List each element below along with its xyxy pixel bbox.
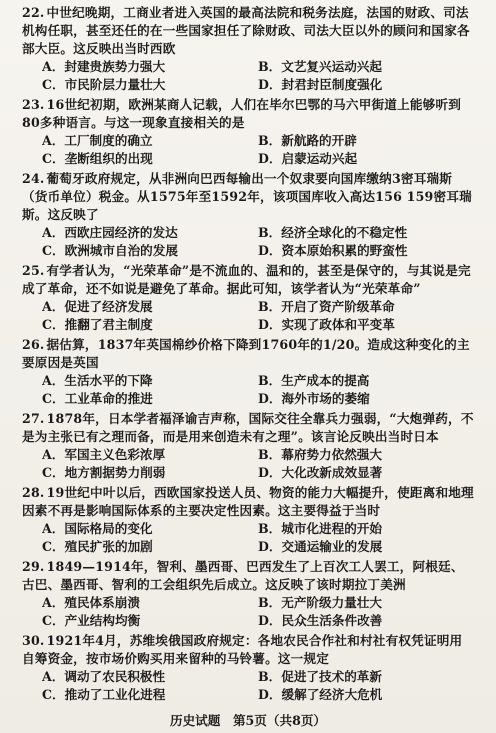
answer-option: A．工厂制度的确立 <box>42 133 153 148</box>
question-number: 23. <box>22 97 45 112</box>
question-number: 29. <box>22 559 45 574</box>
question-number: 24. <box>22 171 45 186</box>
answer-option: A．封建贵族势力强大 <box>42 59 166 74</box>
question <box>22 4 474 94</box>
answer-option: B．文艺复兴运动兴起 <box>258 59 382 74</box>
answer-option: B．幕府势力依然强大 <box>258 447 382 462</box>
question-text: 有学者认为，“光荣革命”是不流血的、温和的，甚至是保守的，与其说是完成了革命，还不如说是避免了革命。据此可知，该学者认为“光荣革命” <box>22 263 471 296</box>
question-stem <box>22 170 474 224</box>
question <box>22 558 474 630</box>
answer-option: A．殖民体系崩溃 <box>42 595 140 610</box>
answer-option: A．国际格局的变化 <box>42 521 153 536</box>
answer-options <box>22 372 474 408</box>
question-text: 1921年4月，苏维埃俄国政府规定：各地农民合作社和村社有权凭证明用自筹资金，按市场价购买用来留种的马铃薯。这一规定 <box>22 633 463 666</box>
page-footer: 历史试题 第5页（共8页） <box>169 713 327 728</box>
question-stem <box>22 632 474 668</box>
answer-option: C．产业结构均衡 <box>42 613 141 628</box>
question-stem <box>22 4 474 58</box>
answer-option: B．开启了资产阶级革命 <box>258 299 395 314</box>
question <box>22 336 474 408</box>
question-list <box>22 4 474 704</box>
question <box>22 632 474 704</box>
answer-option: A．军国主义色彩浓厚 <box>42 447 166 462</box>
question-stem <box>22 96 474 132</box>
answer-option: C．工业革命的推进 <box>42 391 153 406</box>
question-number: 30. <box>22 633 45 648</box>
answer-option: D．资本原始积累的野蛮性 <box>258 243 408 258</box>
answer-option: D．民众生活条件改善 <box>258 613 383 628</box>
question-stem <box>22 410 474 446</box>
answer-option: A．生活水平的下降 <box>42 373 153 388</box>
question-number: 25. <box>22 263 45 278</box>
answer-option: C．地方割据势力削弱 <box>42 465 166 480</box>
answer-option: C．推翻了君主制度 <box>42 317 153 332</box>
answer-option: B．无产阶级力量壮大 <box>258 595 382 610</box>
question-text: 1849—1914年，智利、墨西哥、巴西发生了上百次工人罢工，阿根廷、古巴、墨西哥、智利的工会组织先后成立。这反映了该时期拉丁美洲 <box>22 559 464 592</box>
answer-options <box>22 594 474 630</box>
answer-option: C．推动了工业化进程 <box>42 687 166 702</box>
answer-option: A．促进了经济发展 <box>42 299 153 314</box>
question-stem <box>22 262 474 298</box>
answer-options <box>22 446 474 482</box>
question <box>22 96 474 168</box>
question <box>22 262 474 334</box>
answer-option: D．启蒙运动兴起 <box>258 151 358 166</box>
question <box>22 410 474 482</box>
answer-option: C．殖民扩张的加剧 <box>42 539 153 554</box>
answer-option: D．海外市场的萎缩 <box>258 391 370 406</box>
answer-option: B．生产成本的提高 <box>258 373 370 388</box>
question-stem <box>22 558 474 594</box>
question-number: 27. <box>22 411 45 426</box>
question-number: 26. <box>22 337 45 352</box>
answer-options <box>22 132 474 168</box>
answer-options <box>22 298 474 334</box>
answer-option: D．大化改新成效显著 <box>258 465 383 480</box>
answer-option: A．调动了农民积极性 <box>42 669 166 684</box>
question-text: 中世纪晚期，工商业者进入英国的最高法院和税务法庭，法国的财政、司法机构任职，甚至还任的在一些国家担任了除财政、司法大臣以外的顾问和国家各部大臣。这反映出当时西欧 <box>22 5 470 56</box>
answer-options <box>22 224 474 260</box>
question <box>22 170 474 260</box>
answer-option: C．垄断组织的出现 <box>42 151 153 166</box>
question-text: 16世纪初期，欧洲某商人记载，人们在毕尔巴鄂的马六甲街道上能够听到80多种语言。与这一现象直接相关的是 <box>22 97 462 130</box>
question-text: 1878年，日本学者福泽谕吉声称，国际交往全靠兵力强弱，“大炮弹药，不是为主张已有之理而备，而是用来创造未有之理”。该言论反映出当时日本 <box>22 411 474 444</box>
answer-options <box>22 58 474 94</box>
answer-options <box>22 520 474 556</box>
answer-option: A．西欧庄园经济的发达 <box>42 225 178 240</box>
question-number: 28. <box>22 485 45 500</box>
question-stem <box>22 336 474 372</box>
question <box>22 484 474 556</box>
answer-option: B．新航路的开辟 <box>258 133 357 148</box>
question-text: 据估算，1837年英国棉纱价格下降到1760年的1/20。造成这种变化的主要原因是英国 <box>22 337 470 370</box>
question-text: 葡萄牙政府规定，从非洲向巴西每输出一个奴隶要向国库缴纳3密耳瑞斯（货币单位）税金。从1575年至1592年，该项国库收入高达156 159密耳瑞斯。这反映了 <box>22 171 472 222</box>
answer-option: D．缓解了经济大危机 <box>258 687 383 702</box>
answer-option: D．封君封臣制度强化 <box>258 77 383 92</box>
answer-option: B．城市化进程的开始 <box>258 521 382 536</box>
question-text: 19世纪中叶以后，西欧国家投送人员、物资的能力大幅提升，使距离和地理因素不再是影响国际体系的主要决定性因素。这主要得益于当时 <box>22 485 474 518</box>
answer-option: D．实现了政体和平变革 <box>258 317 395 332</box>
answer-option: D．交通运输业的发展 <box>258 539 383 554</box>
answer-option: B．促进了技术的革新 <box>258 669 382 684</box>
answer-option: B．经济全球化的不稳定性 <box>258 225 408 240</box>
question-stem <box>22 484 474 520</box>
answer-option: C．欧洲城市自治的发展 <box>42 243 178 258</box>
answer-option: C．市民阶层力量壮大 <box>42 77 166 92</box>
question-number: 22. <box>22 5 45 20</box>
answer-options <box>22 668 474 704</box>
